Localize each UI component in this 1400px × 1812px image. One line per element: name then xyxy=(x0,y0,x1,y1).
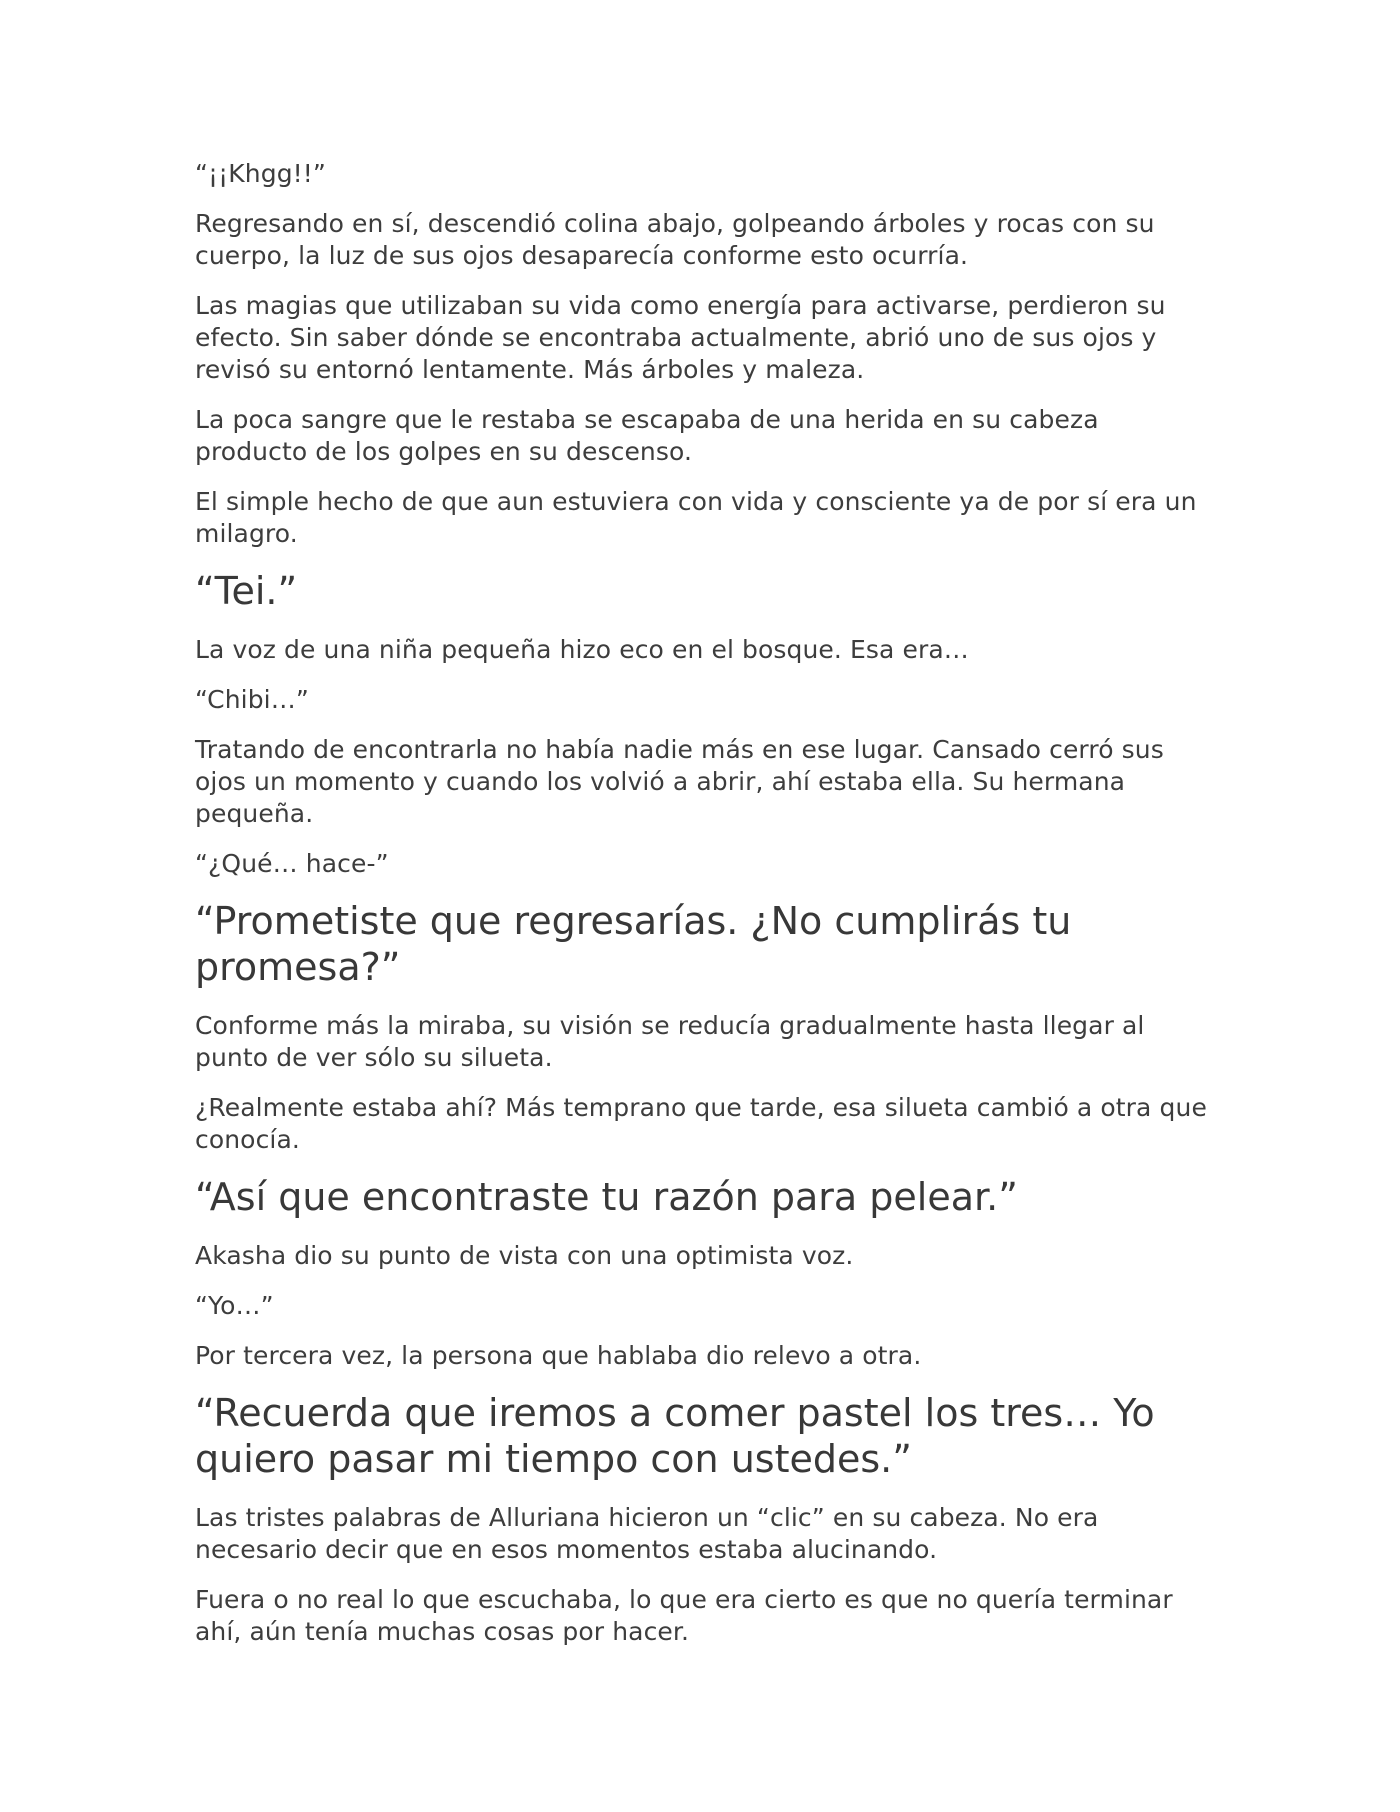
paragraph: La voz de una niña pequeña hizo eco en el bosque. Esa era… xyxy=(195,635,969,664)
paragraph: Fuera o no real lo que escuchaba, lo que era cierto es que no quería terminar ahí, aún tenía muchas cosas por hacer. xyxy=(195,1585,1173,1646)
paragraph: “Chibi…” xyxy=(195,685,309,714)
paragraph: “¿Qué… hace-” xyxy=(195,849,389,878)
paragraph: “¡¡Khgg!!” xyxy=(195,159,326,188)
paragraph: La poca sangre que le restaba se escapaba de una herida en su cabeza producto de los golpes en su descenso. xyxy=(195,405,1099,466)
paragraph: ¿Realmente estaba ahí? Más temprano que tarde, esa silueta cambió a otra que conocía. xyxy=(195,1093,1207,1154)
paragraph: Las tristes palabras de Alluriana hicieron un “clic” en su cabeza. No era necesario decir que en esos momentos estaba alucinando. xyxy=(195,1503,1099,1564)
paragraph: El simple hecho de que aun estuviera con vida y consciente ya de por sí era un milagro. xyxy=(195,487,1197,548)
paragraph: Por tercera vez, la persona que hablaba dio relevo a otra. xyxy=(195,1341,922,1370)
document-page xyxy=(195,158,1215,1666)
paragraph: Las magias que utilizaban su vida como energía para activarse, perdieron su efecto. Sin saber dónde se encontraba actualmente, abrió uno de sus ojos y revisó su entornó lentamente. Más árboles y maleza. xyxy=(195,291,1166,384)
paragraph: Conforme más la miraba, su visión se reducía gradualmente hasta llegar al punto de ver sólo su silueta. xyxy=(195,1011,1145,1072)
large-dialogue: “Así que encontraste tu razón para pelear.” xyxy=(195,1175,1018,1219)
large-dialogue: “Recuerda que iremos a comer pastel los tres… Yo quiero pasar mi tiempo con ustedes.” xyxy=(195,1391,1155,1481)
paragraph: Regresando en sí, descendió colina abajo, golpeando árboles y rocas con su cuerpo, la luz de sus ojos desaparecía conforme esto ocurría. xyxy=(195,209,1155,270)
large-dialogue: “Tei.” xyxy=(195,569,298,613)
paragraph: Akasha dio su punto de vista con una optimista voz. xyxy=(195,1241,854,1270)
paragraph: “Yo…” xyxy=(195,1291,274,1320)
large-dialogue: “Prometiste que regresarías. ¿No cumplirás tu promesa?” xyxy=(195,899,1072,989)
paragraph: Tratando de encontrarla no había nadie más en ese lugar. Cansado cerró sus ojos un momento y cuando los volvió a abrir, ahí estaba ella. Su hermana pequeña. xyxy=(195,735,1164,828)
